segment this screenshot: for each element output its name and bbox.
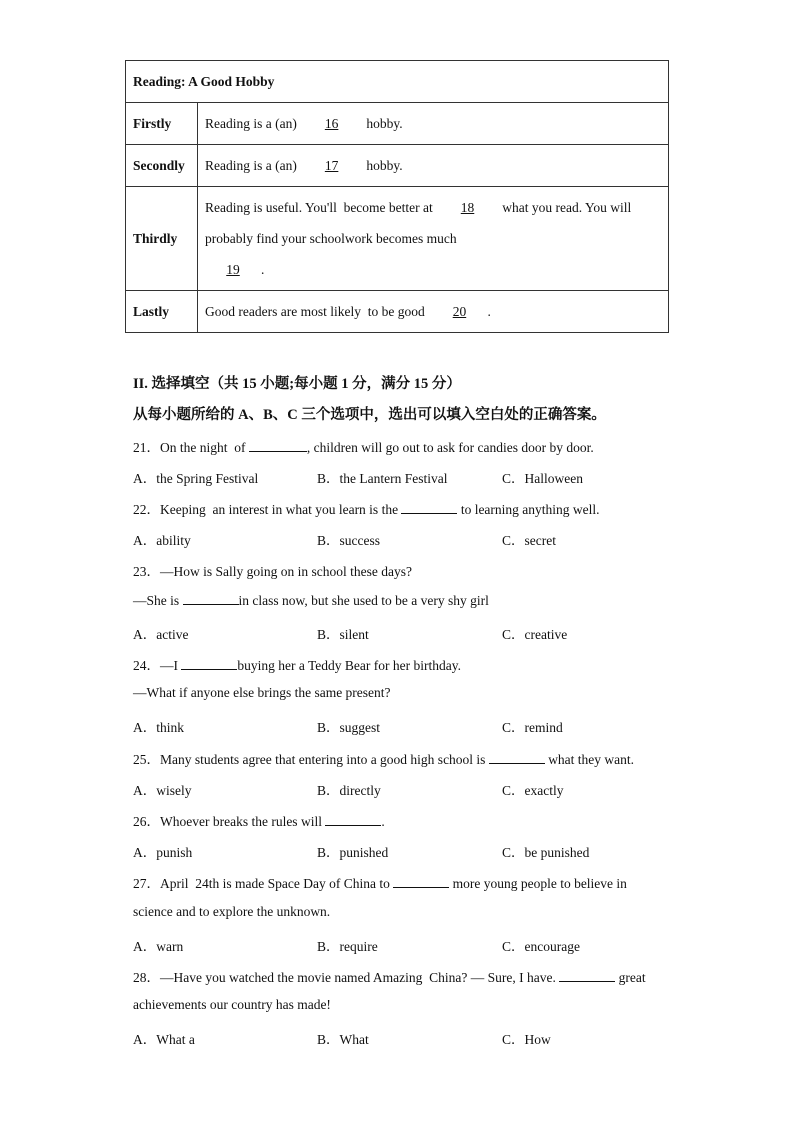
answer-blank: 17: [324, 157, 339, 173]
section-instruction: 从每小题所给的 A、B、C 三个选项中，选出可以填入空白处的正确答案。: [133, 407, 606, 423]
answer-blank: [249, 439, 307, 452]
option-a: A．warn: [133, 939, 184, 954]
question-text: science and to explore the unknown.: [133, 904, 331, 919]
answer-blank: [401, 501, 457, 514]
option-c: C．secret: [502, 533, 556, 548]
question-text: 21．On the night of: [133, 440, 249, 455]
question-text: , children will go out to ask for candies door by door.: [306, 440, 594, 455]
table-row: [126, 145, 669, 187]
row-label: Firstly: [126, 103, 198, 145]
question-text: 27．April 24th is made Space Day of China to: [133, 876, 394, 891]
question-text: 24．—I: [133, 658, 182, 673]
row-text: Good readers are most likely to be good: [205, 303, 432, 319]
question-text: 25．Many students agree that entering into a good high school is: [133, 752, 489, 767]
option-b: B．What: [317, 1032, 369, 1047]
question-text: 23．—How is Sally going on in school these days?: [133, 564, 412, 579]
option-a: A．think: [133, 720, 185, 735]
row-label: Secondly: [126, 145, 198, 187]
reading-hobby-table: [125, 60, 669, 333]
option-b: B．suggest: [317, 720, 381, 735]
option-a: A．wisely: [133, 783, 192, 798]
question-27-line-2: [133, 904, 330, 920]
question-text: 28．—Have you watched the movie named Amazing China? — Sure, I have.: [133, 970, 560, 985]
question-25: [133, 748, 634, 768]
question-text: .: [381, 814, 385, 829]
row-content: [198, 145, 669, 187]
question-23: [133, 560, 412, 580]
row-text: Reading is a (an): [205, 115, 304, 131]
question-text: great: [615, 970, 646, 985]
answer-blank: 20: [452, 303, 467, 319]
question-text: 26．Whoever breaks the rules will: [133, 814, 326, 829]
row-label: Lastly: [126, 291, 198, 333]
question-text: achievements our country has made!: [133, 997, 331, 1012]
option-b: B．the Lantern Festival: [317, 471, 448, 486]
table-row: [126, 103, 669, 145]
question-text: —What if anyone else brings the same present?: [133, 685, 391, 700]
option-b: B．require: [317, 939, 378, 954]
option-c: C．Halloween: [502, 471, 583, 486]
row-text: hobby.: [359, 115, 403, 131]
answer-blank: [181, 657, 237, 670]
question-22: [133, 498, 600, 518]
question-text: —She is: [133, 593, 183, 608]
option-b: B．success: [317, 533, 380, 548]
section-heading: II. 选择填空（共 15 小题;每小题 1 分，满分 15 分）: [133, 376, 461, 392]
option-c: C．remind: [502, 720, 563, 735]
option-b: B．punished: [317, 845, 389, 860]
table-row: [126, 187, 669, 291]
table-title: Reading: A Good Hobby: [126, 61, 669, 103]
question-24-line-2: [133, 685, 391, 701]
question-text: more young people to believe in: [449, 876, 627, 891]
answer-blank: 18: [460, 200, 475, 215]
table-header-row: [126, 61, 669, 103]
question-28-line-2: [133, 997, 331, 1013]
answer-blank: [559, 969, 615, 982]
question-text: what they want.: [544, 752, 635, 767]
option-a: A．What a: [133, 1032, 195, 1047]
question-text: buying her a Teddy Bear for her birthday.: [237, 658, 461, 673]
question-21: [133, 436, 594, 456]
answer-blank: [183, 592, 239, 605]
table-row: [126, 291, 669, 333]
option-a: A．the Spring Festival: [133, 471, 259, 486]
question-24: [133, 654, 461, 674]
row-text: .: [487, 303, 491, 319]
question-text: 22．Keeping an interest in what you learn is the: [133, 502, 402, 517]
option-b: B．silent: [317, 627, 369, 642]
row-text: .: [261, 262, 265, 277]
row-text: hobby.: [359, 157, 403, 173]
question-23-line-2: [133, 592, 489, 609]
row-text: Reading is a (an): [205, 157, 304, 173]
row-content: [198, 187, 669, 291]
question-28: [133, 966, 646, 986]
answer-blank: 19: [226, 262, 240, 277]
option-a: A．ability: [133, 533, 191, 548]
option-a: A．punish: [133, 845, 193, 860]
option-c: C．exactly: [502, 783, 564, 798]
row-text: probably find your schoolwork becomes much: [205, 231, 457, 246]
row-content: [198, 103, 669, 145]
answer-blank: 16: [324, 115, 339, 131]
row-content: [198, 291, 669, 333]
option-c: C．How: [502, 1032, 551, 1047]
row-text: what you read. You will: [495, 200, 632, 215]
option-c: C．be punished: [502, 845, 590, 860]
option-c: C．encourage: [502, 939, 580, 954]
option-a: A．active: [133, 627, 189, 642]
option-b: B．directly: [317, 783, 381, 798]
answer-blank: [393, 875, 449, 888]
row-label: Thirdly: [126, 187, 198, 291]
question-27: [133, 872, 627, 892]
question-text: to learning anything well.: [457, 502, 600, 517]
answer-blank: [325, 813, 381, 826]
question-26: [133, 810, 385, 830]
answer-blank: [489, 751, 545, 764]
row-text: Reading is useful. You'll become better at: [205, 200, 440, 215]
option-c: C．creative: [502, 627, 568, 642]
question-text: in class now, but she used to be a very shy girl: [238, 593, 489, 608]
